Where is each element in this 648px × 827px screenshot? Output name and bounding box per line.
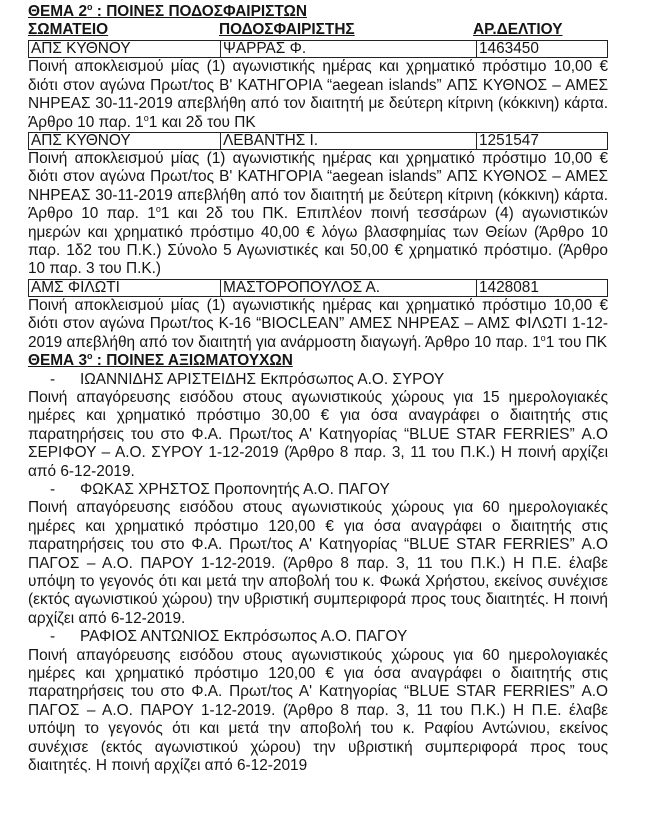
player-name: ΛΕΒΑΝΤΗΣ Ι.	[221, 133, 477, 149]
theme2-heading-sup: ο	[87, 1, 93, 12]
column-card: ΑΡ.ΔΕΛΤΙΟΥ	[473, 21, 563, 39]
theme2-heading-rest: : ΠΟΙΝΕΣ ΠΟΔΟΣΦΑΙΡΙΣΤΩΝ	[92, 3, 307, 20]
official-role: Προπονητής Α.Ο. ΠΑΓΟΥ	[214, 480, 390, 498]
official-role: Εκπρόσωπος Α.Ο. ΠΑΓΟΥ	[223, 628, 408, 646]
player-card-number: 1463450	[479, 41, 539, 58]
penalty-text-sup: ο	[143, 112, 149, 123]
penalty-text-sup: ο	[540, 332, 546, 343]
theme2-heading-prefix: ΘΕΜΑ 2	[28, 3, 88, 20]
column-club: ΣΩΜΑΤΕΙΟ	[28, 21, 109, 39]
official-heading	[28, 371, 608, 389]
penalty-text-part: 1 του ΠΚ	[545, 333, 608, 351]
player-name: ΨΑΡΡΑΣ Φ.	[221, 41, 477, 57]
theme2-heading	[28, 3, 608, 21]
penalty-text-sup: ο	[155, 204, 161, 215]
official-name: ΙΩΑΝΝΙΔΗΣ ΑΡΙΣΤΕΙΔΗΣ	[80, 370, 257, 388]
player-card-number: 1251547	[479, 133, 539, 150]
official-heading	[28, 628, 608, 646]
official-penalty-text: Ποινή απαγόρευσης εισόδου στους αγωνιστικούς χώρους για 60 ημερολογιακές ημέρες και χρηματικό πρόστιμο 120,00 € για όσα αναγράφει ο διαιτητής στις παρατηρήσεις του στο Φ.Α. Πρωτ/τος Α' Κατηγορίας “BLUE STAR FERRIES” Α.Ο ΠΑΓΟΣ – Α.Ο. ΠΑΡΟΥ 1-12-2019. (Άρθρο 8 παρ. 3, 11 του Π.Κ.) Η Π.Ε. έλαβε υπόψη το γεγονός ότι και μετά την αποβολή του κ. Ραφίου Αντώνιου, εκείνος συνέχισε (εκτός αγωνιστικού χώρου) την υβριστική συμπεριφορά προς τους διαιτητές. Η ποινή αρχίζει από 6-12-2019	[28, 646, 608, 775]
player-name: ΜΑΣΤΟΡΟΠΟΥΛΟΣ Α.	[221, 280, 477, 296]
player-penalty-text	[28, 150, 608, 279]
official-penalty-text: Ποινή απαγόρευσης εισόδου στους αγωνιστικούς χώρους για 15 ημερολογιακές ημέρες και χρηματικό πρόστιμο 30,00 € για όσα αναγράφει ο διαιτητής στις παρατηρήσεις του στο Φ.Α. Πρωτ/τος Α' Κατηγορίας “BLUE STAR FERRIES” Α.Ο ΣΕΡΙΦΟΥ – Α.Ο. ΣΥΡΟΥ 1-12-2019 (Άρθρο 8 παρ. 3, 11 του Π.Κ.) Η ποινή αρχίζει από 6-12-2019.	[28, 388, 608, 480]
theme3-heading-rest: : ΠΟΙΝΕΣ ΑΞΙΩΜΑΤΟΥΧΩΝ	[92, 352, 293, 370]
official-heading	[28, 481, 608, 499]
player-club: ΑΠΣ ΚΥΘΝΟΥ	[29, 133, 221, 149]
official-penalty-text: Ποινή απαγόρευσης εισόδου στους αγωνιστικούς χώρους για 60 ημερολογιακές ημέρες και χρηματικό πρόστιμο 120,00 € για όσα αναγράφει ο διαιτητής στις παρατηρήσεις του στο Φ.Α. Πρωτ/τος Α' Κατηγορίας “BLUE STAR FERRIES” Α.Ο ΠΑΓΟΣ – Α.Ο. ΠΑΡΟΥ 1-12-2019. (Άρθρο 8 παρ. 3, 11 του Π.Κ.) Η Π.Ε. έλαβε υπόψη το γεγονός ότι και μετά την αποβολή του κ. Φωκά Χρήστου, εκείνος συνέχισε (εκτός αγωνιστικού χώρου) την υβριστική συμπεριφορά προς τους διαιτητές. Η ποινή αρχίζει από 6-12-2019.	[28, 499, 608, 627]
player-club: ΑΜΣ ΦΙΛΩΤΙ	[29, 280, 221, 296]
penalty-text-part: Ποινή αποκλεισμού μίας (1) αγωνιστικής ημέρας και χρηματικό πρόστιμο 10,00 € διότι στον αγώνα Πρωτ/τος Β' ΚΑΤΗΓΟΡΙΑ “aegean islands” ΑΠΣ ΚΥΘΝΟΣ – ΑΜΕΣ ΝΗΡΕΑΣ 30-11-2019 απεβλήθη από τον διαιτητή με δεύτερη κίτρινη (κόκκινη) κάρτα. Άρθρο 10 παρ. 1	[28, 58, 608, 131]
list-dash: -	[50, 628, 56, 646]
player-row	[28, 132, 608, 150]
player-penalty-text	[28, 58, 608, 132]
list-dash: -	[50, 480, 56, 498]
list-dash: -	[50, 370, 56, 388]
official-name: ΦΩΚΑΣ ΧΡΗΣΤΟΣ	[80, 480, 210, 498]
theme3-heading	[28, 352, 608, 370]
player-row	[28, 40, 608, 58]
penalty-text-part: Ποινή αποκλεισμού μίας (1) αγωνιστικής ημέρας και χρηματικό πρόστιμο 10,00 € διότι στον αγώνα Πρωτ/τος Β' ΚΑΤΗΓΟΡΙΑ “aegean islands” ΑΠΣ ΚΥΘΝΟΣ – ΑΜΕΣ ΝΗΡΕΑΣ 30-11-2019 απεβλήθη από τον διαιτητή με δεύτερη κίτρινη (κόκκινη) κάρτα. Άρθρο 10 παρ. 1	[28, 150, 608, 223]
theme3-heading-sup: ο	[87, 350, 93, 361]
player-row	[28, 279, 608, 297]
official-role: Εκπρόσωπος Α.Ο. ΣΥΡΟΥ	[260, 370, 445, 388]
penalty-text-part: Ποινή αποκλεισμού μίας (1) αγωνιστικής ημέρας και χρηματικό πρόστιμο 10,00 € διότι στον αγώνα Πρωτ/τος Κ-16 “BIOCLEAN” ΑΜΕΣ ΝΗΡΕΑΣ – ΑΜΣ ΦΙΛΩΤΙ 1-12-2019 απεβλήθη από τον διαιτητή για ανάρμοστη διαγωγή. Άρθρο 10 παρ. 1	[28, 296, 608, 351]
penalty-text-part: 1 και 2δ του ΠΚ	[148, 113, 256, 131]
penalty-text-part: 1 και 2δ του ΠΚ. Επιπλέον ποινή τεσσάρων (4) αγωνιστικών ημερών και χρηματικό πρόστιμο 40,00 € λόγω βλασφημίας των Θείων (Άρθρο 10 παρ. 1δ2 του Π.Κ.) Σύνολο 5 Αγωνιστικές και 50,00 € χρηματικό πρόστιμο. (Άρθρο 10 παρ. 3 του Π.Κ.)	[28, 205, 608, 278]
penalty-table-header	[28, 21, 608, 40]
player-card-number: 1428081	[479, 279, 539, 296]
player-club: ΑΠΣ ΚΥΘΝΟΥ	[29, 41, 221, 57]
official-name: ΡΑΦΙΟΣ ΑΝΤΩΝΙΟΣ	[80, 628, 220, 646]
theme3-heading-prefix: ΘΕΜΑ 3	[28, 352, 88, 370]
column-player: ΠΟΔΟΣΦΑΙΡΙΣΤΗΣ	[219, 21, 355, 39]
player-penalty-text	[28, 297, 608, 352]
